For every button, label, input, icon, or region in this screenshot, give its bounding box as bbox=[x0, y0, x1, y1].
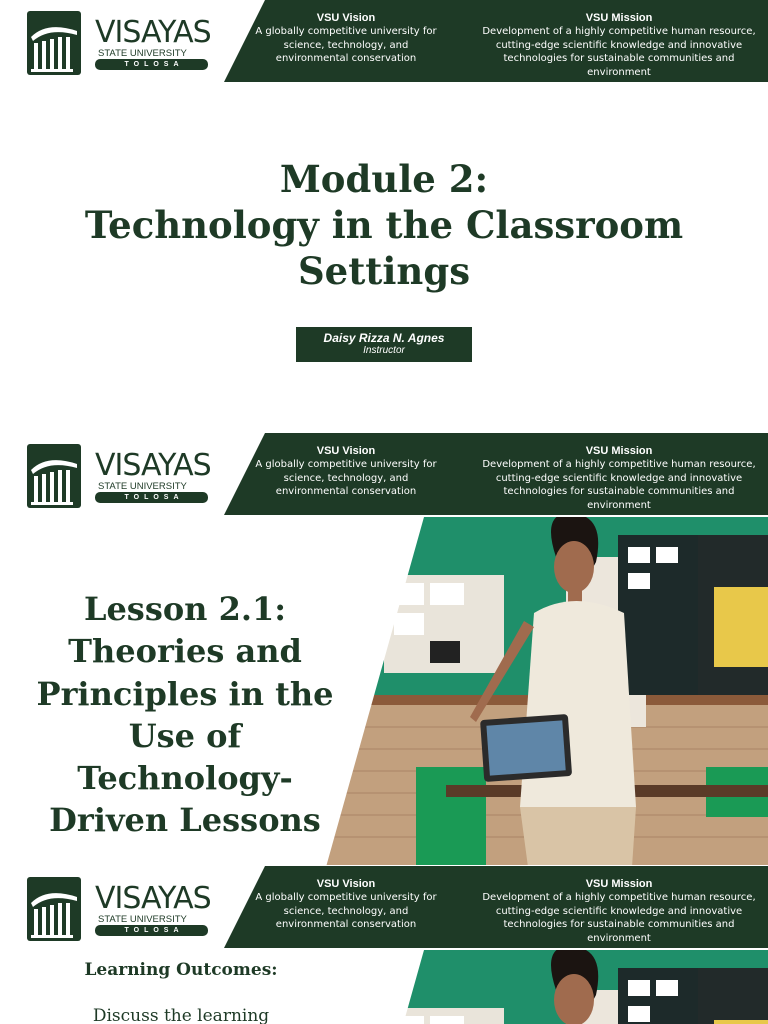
slide-header bbox=[0, 0, 768, 84]
vision-text: A globally competitive university for science, technology, and environmental conservation bbox=[255, 459, 437, 497]
vision-block bbox=[248, 877, 444, 932]
lesson-title-line: Lesson 2.1: bbox=[83, 590, 287, 628]
lesson-title-line: Use of bbox=[128, 716, 242, 755]
module-title-line: Settings bbox=[297, 249, 471, 293]
mission-title: VSU Mission bbox=[585, 12, 653, 24]
vision-title: VSU Vision bbox=[316, 12, 376, 24]
logo-wordmark: VISAYAS bbox=[95, 448, 211, 483]
mission-title: VSU Mission bbox=[585, 445, 653, 457]
teacher-with-tablet-photo bbox=[306, 517, 768, 865]
module-title bbox=[0, 156, 768, 294]
module-title-line: Module 2: bbox=[279, 157, 489, 201]
slide-header bbox=[0, 866, 768, 950]
slide-header bbox=[0, 433, 768, 517]
logo-campus: TOLOSA bbox=[95, 59, 208, 70]
learning-outcome-text: Discuss the learning bbox=[92, 1006, 270, 1024]
instructor-badge bbox=[296, 327, 472, 362]
lesson-title-line: Technology- bbox=[77, 759, 293, 798]
university-building-logo-icon bbox=[27, 444, 81, 508]
mission-text: Development of a highly competitive human resource, cutting-edge scientific knowledge and innovative technologies for sustainable communities and environment bbox=[482, 26, 756, 78]
mission-block bbox=[478, 877, 760, 945]
vision-block bbox=[248, 11, 444, 66]
slide-3 bbox=[0, 866, 768, 1024]
lesson-title bbox=[14, 588, 356, 842]
slide-1 bbox=[0, 0, 768, 432]
mission-block bbox=[478, 11, 760, 79]
logo-campus: TOLOSA bbox=[95, 492, 208, 503]
lesson-title-line: Driven Lessons bbox=[49, 801, 321, 840]
teacher-with-tablet-photo bbox=[306, 950, 768, 1024]
logo-subtitle: STATE UNIVERSITY bbox=[98, 481, 187, 492]
vision-title: VSU Vision bbox=[316, 445, 376, 457]
university-building-logo-icon bbox=[27, 877, 81, 941]
logo-subtitle: STATE UNIVERSITY bbox=[98, 48, 187, 59]
logo-wordmark: VISAYAS bbox=[95, 881, 211, 916]
mission-title: VSU Mission bbox=[585, 878, 653, 890]
mission-block bbox=[478, 444, 760, 512]
slide-2 bbox=[0, 433, 768, 865]
logo-campus: TOLOSA bbox=[95, 925, 208, 936]
learning-outcomes-title: Learning Outcomes: bbox=[84, 960, 278, 980]
lesson-title-line: Principles in the bbox=[36, 674, 334, 713]
vision-text: A globally competitive university for science, technology, and environmental conservation bbox=[255, 26, 437, 64]
lesson-title-line: Theories and bbox=[68, 632, 302, 671]
instructor-name: Daisy Rizza N. Agnes bbox=[323, 331, 445, 345]
logo-wordmark: VISAYAS bbox=[95, 15, 211, 50]
vision-text: A globally competitive university for science, technology, and environmental conservation bbox=[255, 892, 437, 930]
mission-text: Development of a highly competitive human resource, cutting-edge scientific knowledge and innovative technologies for sustainable communities and environment bbox=[482, 459, 756, 511]
vision-block bbox=[248, 444, 444, 499]
mission-text: Development of a highly competitive human resource, cutting-edge scientific knowledge and innovative technologies for sustainable communities and environment bbox=[482, 892, 756, 944]
module-title-line: Technology in the Classroom bbox=[84, 203, 684, 247]
logo-subtitle: STATE UNIVERSITY bbox=[98, 914, 187, 925]
instructor-role: Instructor bbox=[363, 345, 405, 356]
vision-title: VSU Vision bbox=[316, 878, 376, 890]
university-building-logo-icon bbox=[27, 11, 81, 75]
